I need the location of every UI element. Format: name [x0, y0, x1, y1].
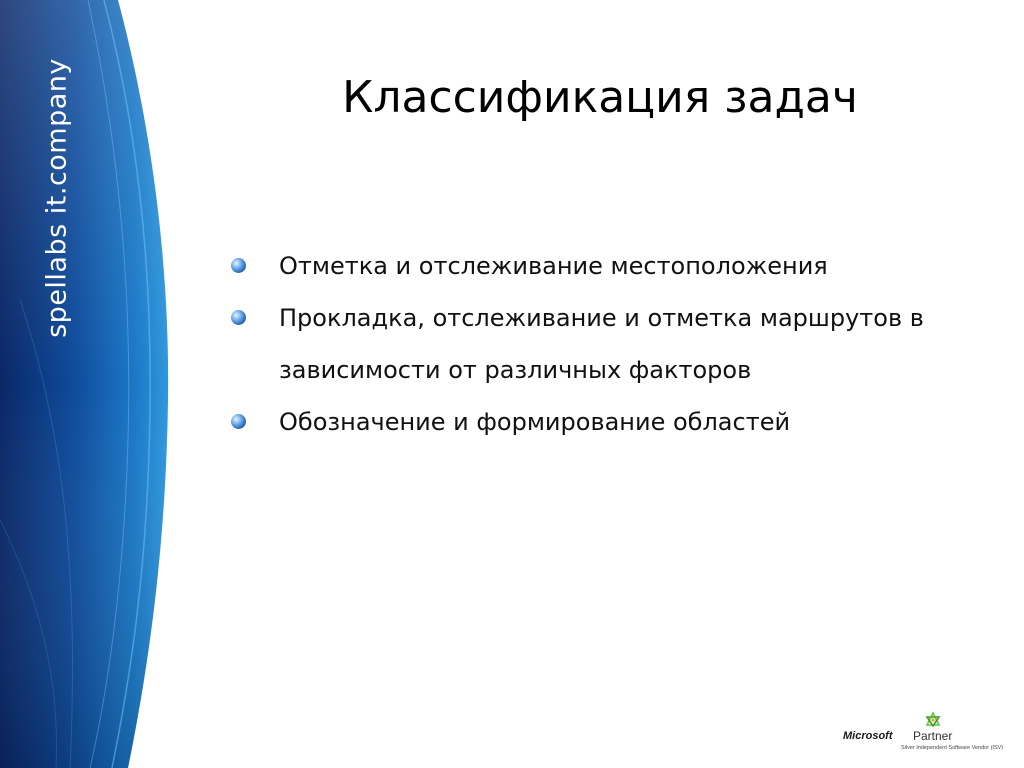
logo-brand: Microsoft	[843, 730, 893, 742]
bullet-item	[230, 396, 950, 448]
bullet-sphere-icon	[230, 413, 247, 430]
bullet-list	[230, 240, 950, 448]
bullet-sphere-icon	[230, 309, 247, 326]
logo-subtitle: Silver Independent Software Vendor (ISV)	[901, 745, 1004, 751]
bullet-text: Отметка и отслеживание местоположения	[279, 252, 828, 280]
bullet-item	[230, 240, 950, 292]
logo-partner: Partner	[913, 729, 953, 743]
microsoft-partner-logo	[843, 711, 1003, 753]
bullet-text: Обозначение и формирование областей	[279, 408, 791, 436]
side-band-decoration	[0, 0, 175, 768]
slide-title: Классификация задач	[342, 72, 858, 123]
bullet-sphere-icon	[230, 257, 247, 274]
bullet-text: Прокладка, отслеживание и отметка маршрутов в зависимости от различных факторов	[279, 304, 924, 384]
partner-flag-icon	[925, 711, 941, 727]
brand-text: spellabs it.company	[41, 58, 73, 338]
bullet-item	[230, 292, 950, 396]
